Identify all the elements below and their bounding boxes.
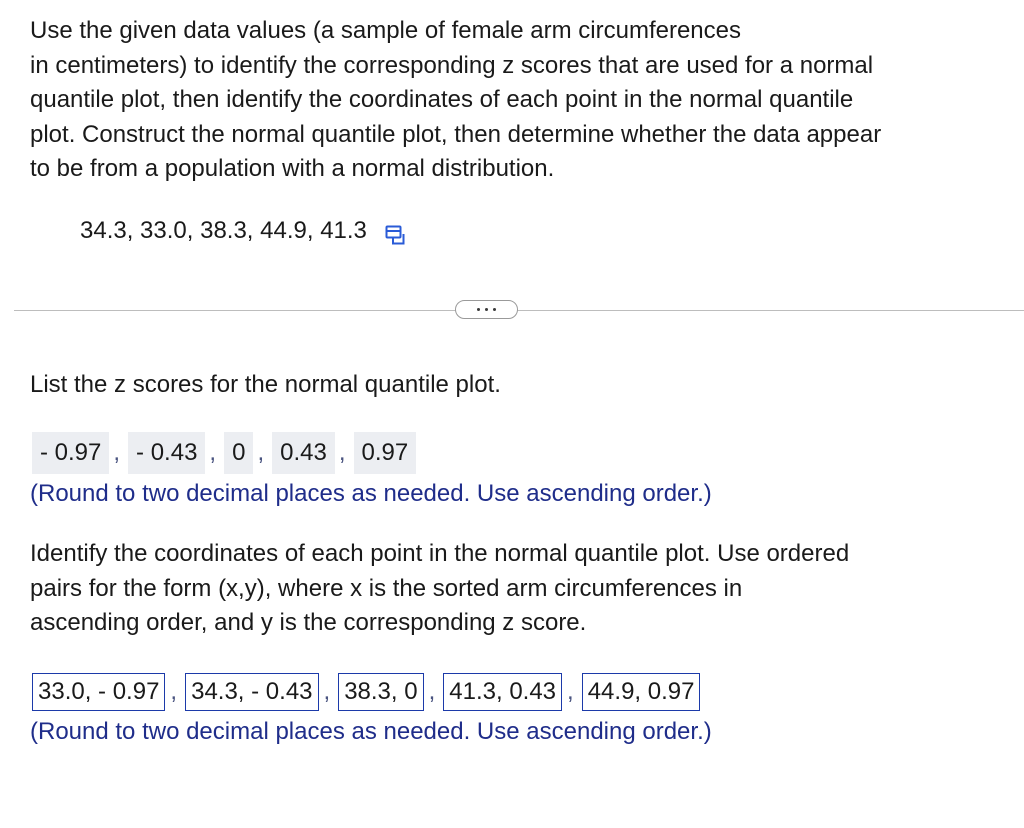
question-line: Use the given data values (a sample of female arm circumferences [30, 17, 741, 44]
data-values-row [80, 214, 405, 248]
part2-prompt-line: Identify the coordinates of each point in the normal quantile plot. Use ordered [30, 540, 850, 567]
z-score-answer[interactable]: - 0.43 [128, 432, 205, 474]
part1-hint: (Round to two decimal places as needed. Use ascending order.) [30, 480, 712, 507]
coordinate-answer-box[interactable]: 44.9, 0.97 [582, 673, 701, 711]
section-divider [14, 310, 1024, 311]
part2-prompt-line: ascending order, and y is the corresponding z score. [30, 609, 587, 636]
data-values: 34.3, 33.0, 38.3, 44.9, 41.3 [80, 217, 367, 244]
z-score-answer[interactable]: 0.43 [272, 432, 335, 474]
question-line: in centimeters) to identify the corresponding z scores that are used for a normal [30, 51, 874, 79]
question-text [30, 14, 1015, 187]
coordinates-answer-row [32, 673, 700, 711]
part2-hint: (Round to two decimal places as needed. Use ascending order.) [30, 718, 712, 745]
z-score-answer[interactable]: - 0.97 [32, 432, 109, 474]
coordinate-answer-box[interactable]: 41.3, 0.43 [443, 673, 562, 711]
separator: , [323, 678, 331, 705]
ellipsis-icon [477, 308, 480, 311]
coordinate-answer-box[interactable]: 34.3, - 0.43 [185, 673, 318, 711]
z-score-answer[interactable]: 0.97 [354, 432, 417, 474]
expand-ellipsis-button[interactable] [455, 300, 518, 319]
question-line: quantile plot, then identify the coordinates of each point in the normal quantile [30, 86, 854, 113]
separator: , [257, 439, 265, 466]
separator: , [113, 439, 121, 466]
separator: , [338, 439, 346, 466]
part2-prompt-line: pairs for the form (x,y), where x is the sorted arm circumferences in [30, 574, 743, 602]
part2-prompt [30, 537, 990, 641]
separator: , [567, 678, 574, 705]
part1-prompt: List the z scores for the normal quantile plot. [30, 371, 501, 398]
separator: , [170, 678, 178, 705]
question-line: to be from a population with a normal distribution. [30, 155, 555, 182]
separator: , [209, 439, 217, 466]
z-scores-answer-row [32, 432, 416, 474]
coordinate-answer-box[interactable]: 38.3, 0 [338, 673, 423, 711]
copy-data-icon[interactable] [385, 221, 405, 241]
coordinate-answer-box[interactable]: 33.0, - 0.97 [32, 673, 165, 711]
z-score-answer[interactable]: 0 [224, 432, 253, 474]
separator: , [428, 678, 436, 705]
question-line: plot. Construct the normal quantile plot, then determine whether the data appear [30, 120, 882, 148]
